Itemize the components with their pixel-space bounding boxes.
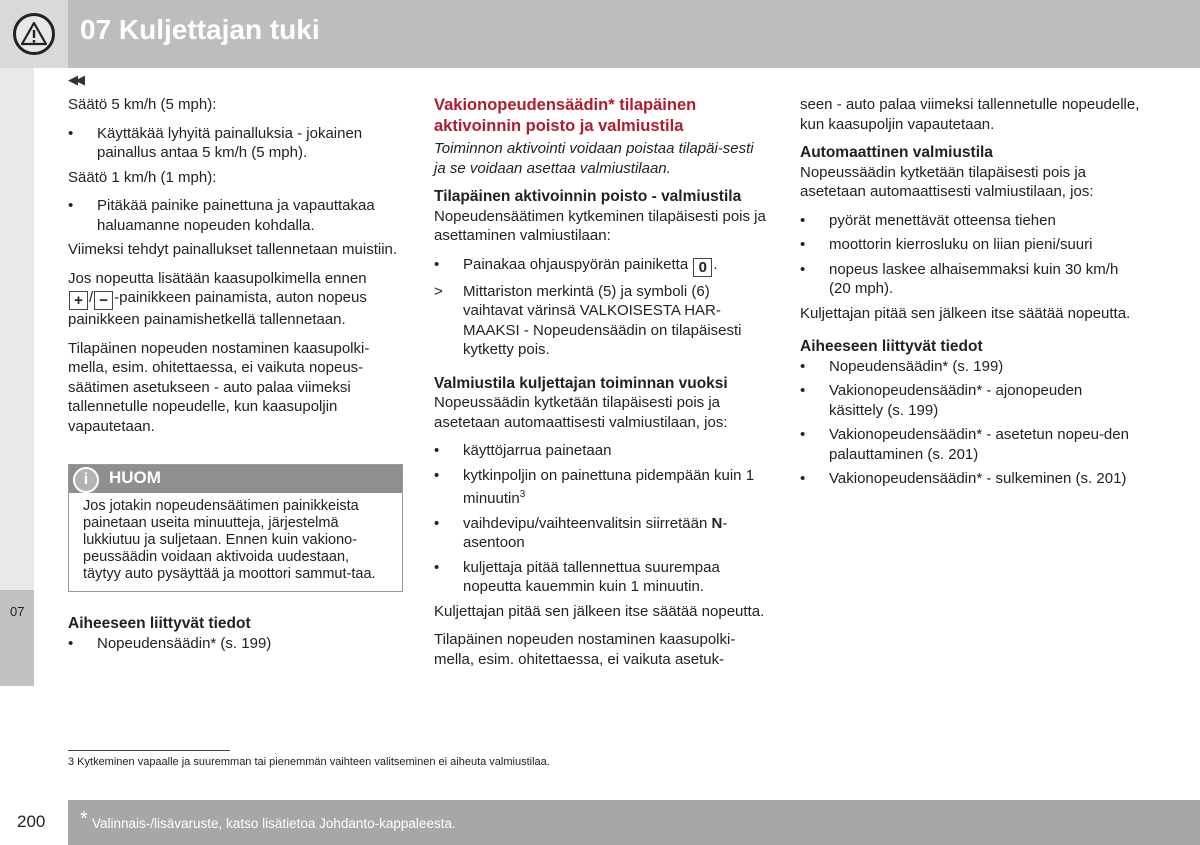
section-intro: Toiminnon aktivointi voidaan poistaa tilapäi-sesti ja se voidaan asettaa valmiustilaan. (434, 140, 754, 177)
paragraph: Nopeudensäätimen kytkeminen tilapäisesti pois ja asettaminen valmiustilaan: (434, 207, 766, 244)
bullet-icon: • (800, 382, 806, 399)
paragraph: Kuljettajan pitää sen jälkeen itse säätää nopeutta. (434, 602, 765, 620)
list-item (434, 466, 769, 509)
bullet-icon: • (434, 442, 440, 459)
bullet-icon: • (434, 514, 440, 532)
paragraph: Nopeussäädin kytketään tilapäisesti pois ja asetetaan automaattisesti valmiustilaan, jos: (434, 394, 728, 431)
related-link-text: Vakionopeudensäädin* - asetetun nopeu-den palauttaminen (s. 201) (829, 426, 1129, 463)
note-body: Jos jotakin nopeudensäätimen painikkeista painetaan useita minuutteja, järjestelmä lukkiutuu ja suljetaan. Ennen kuin vakiono-peussäädin voidaan aktivoida uudestaan, täytyy auto pysäyttää ja moottori sammut-taa. (83, 498, 376, 582)
paragraph: Tilapäinen nopeuden nostaminen kaasupolki-mella, esim. ohitettaessa, ei vaikuta nopeus-säätimen asetukseen - auto palaa viimeksi tallennetulle nopeudelle, kun kaasupoljin vapautetaan. (68, 339, 370, 435)
plus-key-icon: + (69, 291, 88, 310)
list-item-bold: N (711, 514, 723, 532)
section-heading: Vakionopeudensäädin* tilapäinen aktivoinnin poisto ja valmiustila (434, 96, 697, 135)
footnote: 3 Kytkeminen vapaalle ja suuremman tai pienemmän vaihteen valitseminen ei aiheuta valmiustilaa. (68, 756, 550, 768)
related-link[interactable] (800, 469, 1140, 489)
note-header (69, 465, 402, 493)
paragraph-text: Jos nopeutta lisätään kaasupolkimella ennen (68, 269, 367, 287)
list-item (800, 211, 1140, 231)
minus-key-icon: − (94, 291, 113, 310)
list-item (800, 260, 1140, 299)
paragraph: Viimeksi tehdyt painallukset tallennetaan muistiin. (68, 241, 398, 258)
bullet-icon: • (800, 470, 806, 487)
result-text: Mittariston merkintä (5) ja symboli (6) vaihtavat värinsä VALKOISESTA HAR-MAAKSI - Nopeudensäädin on tilapäisesti kytketty pois. (463, 282, 742, 358)
page-number: 200 (17, 812, 46, 831)
header-icon-box (0, 0, 68, 68)
bullet-icon: • (800, 236, 806, 253)
slash-text: / (89, 289, 94, 306)
bullet-icon: • (434, 466, 440, 484)
related-link[interactable] (800, 425, 1140, 464)
list-item-text: nopeus laskee alhaisemmaksi kuin 30 km/h (20 mph). (829, 260, 1119, 297)
list-item-text: pyörät menettävät otteensa tiehen (829, 211, 1056, 229)
paragraph: Säätö 1 km/h (1 mph): (68, 168, 217, 186)
paragraph-text: -painikkeen painamista, auton nopeus painikkeen painamishetkellä tallennetaan. (68, 289, 367, 328)
list-item-text-end: . (713, 255, 718, 273)
related-link-text: Vakionopeudensäädin* - ajonopeuden käsittely (s. 199) (829, 382, 1083, 419)
list-item (434, 514, 769, 553)
list-item-text: Käyttäkää lyhyitä painalluksia - jokainen painallus antaa 5 km/h (5 mph). (97, 124, 363, 161)
footer-star: * (80, 808, 88, 830)
list-item (68, 196, 403, 235)
related-link[interactable] (68, 634, 403, 654)
related-link-text: Nopeudensäädin* (s. 199) (97, 634, 272, 652)
continued-from-previous-icon: ◀◀ (68, 72, 82, 87)
bullet-icon: • (68, 197, 74, 214)
list-item (434, 441, 769, 461)
zero-key-icon: 0 (693, 258, 712, 277)
chapter-header (0, 0, 1200, 68)
result-item (434, 282, 769, 360)
paragraph: Nopeussäädin kytketään tilapäisesti pois ja asetetaan automaattisesti valmiustilaan, jos: (800, 163, 1094, 200)
related-link[interactable] (800, 381, 1140, 420)
bullet-icon: • (800, 211, 806, 229)
footnote-divider (68, 750, 230, 751)
footer-bar (68, 800, 1200, 845)
bullet-icon: • (434, 255, 440, 273)
list-item (800, 235, 1140, 255)
related-link[interactable] (800, 357, 1140, 377)
subheading: Tilapäinen aktivoinnin poisto - valmiustila (434, 188, 742, 205)
chapter-tab[interactable] (0, 590, 34, 686)
list-item-text: Painakaa ohjauspyörän painiketta (463, 255, 689, 273)
subheading: Automaattinen valmiustila (800, 144, 993, 161)
list-item-text: moottorin kierrosluku on liian pieni/suuri (829, 236, 1093, 253)
bullet-icon: • (434, 558, 440, 576)
note-title: HUOM (109, 468, 161, 487)
chapter-title: 07 Kuljettajan tuki (80, 14, 320, 45)
column-1 (68, 95, 403, 658)
note-box (68, 464, 403, 592)
bullet-icon: • (800, 426, 806, 443)
subheading: Valmiustila kuljettajan toiminnan vuoksi (434, 374, 728, 392)
related-heading: Aiheeseen liittyvät tiedot (800, 338, 983, 355)
list-item (68, 124, 403, 163)
footnote-ref[interactable]: 3 (519, 489, 526, 500)
chapter-tab-label: 07 (10, 604, 25, 619)
info-icon: i (73, 467, 99, 493)
list-item-text: Pitäkää painike painettuna ja vapauttakaa haluamanne nopeuden kohdalla. (97, 197, 375, 234)
bullet-icon: • (800, 260, 806, 278)
list-item-text: käyttöjarrua painetaan (463, 442, 612, 459)
result-marker: > (434, 282, 443, 300)
paragraph: Kuljettajan pitää sen jälkeen itse säätää nopeutta. (800, 304, 1131, 322)
column-2 (434, 95, 769, 678)
bullet-icon: • (68, 634, 74, 652)
paragraph: Säätö 5 km/h (5 mph): (68, 96, 217, 113)
related-link-text: Vakionopeudensäädin* - sulkeminen (s. 201) (829, 470, 1127, 487)
related-link-text: Nopeudensäädin* (s. 199) (829, 357, 1004, 375)
column-3 (800, 95, 1140, 494)
list-item-text: kytkinpoljin on painettuna pidempään kuin 1 minuutin (463, 466, 755, 507)
footer-text: Valinnais-/lisävaruste, katso lisätietoa Johdanto-kappaleesta. (92, 816, 456, 831)
list-item-text: -asentoon (463, 514, 728, 551)
list-item (434, 255, 769, 277)
paragraph (68, 269, 403, 330)
paragraph: seen - auto palaa viimeksi tallennetulle nopeudelle, kun kaasupoljin vapautetaan. (800, 96, 1140, 133)
list-item-text: vaihdevipu/vaihteenvalitsin siirretään (463, 514, 712, 532)
related-heading: Aiheeseen liittyvät tiedot (68, 615, 251, 632)
paragraph: Tilapäinen nopeuden nostaminen kaasupolki-mella, esim. ohitettaessa, ei vaikuta asetuk- (434, 631, 736, 668)
list-item (434, 558, 769, 597)
bullet-icon: • (68, 124, 74, 142)
bullet-icon: • (800, 357, 806, 375)
list-item-text: kuljettaja pitää tallennettua suurempaa nopeutta kauemmin kuin 1 minuutin. (463, 558, 720, 595)
warning-triangle-icon (13, 13, 55, 55)
